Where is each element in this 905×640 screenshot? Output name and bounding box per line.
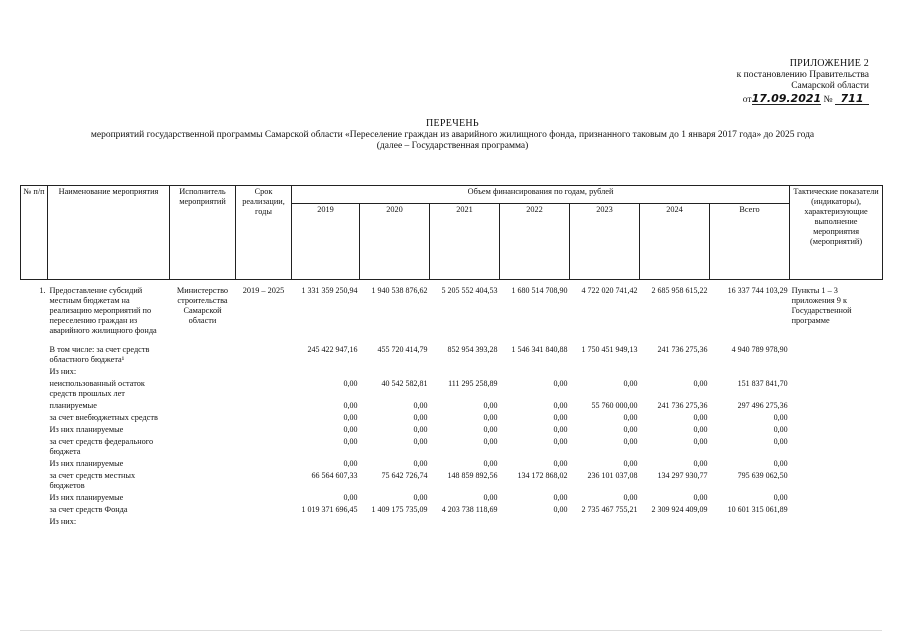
row-value: 236 101 037,08 — [587, 471, 638, 480]
header-name: Наименование мероприятия — [48, 186, 170, 280]
row-value: 0,00 — [553, 425, 568, 434]
table-row — [21, 470, 883, 492]
row-value: 40 542 582,81 — [381, 379, 428, 388]
row-value: 4 722 020 741,42 — [581, 286, 638, 295]
row-value: 0,00 — [773, 459, 788, 468]
row-indicators: Пункты 1 – 3 приложения 9 к Государственной программе — [791, 286, 852, 325]
row-executor: Министерство строительства Самарской области — [176, 286, 229, 325]
row-name: Предоставление субсидий местным бюджетам на реализацию мероприятий по переселению граждан из аварийного жилищного фонда — [49, 286, 157, 335]
header-year: 2023 — [570, 204, 640, 280]
row-name: Из них планируемые — [49, 425, 124, 434]
row-value: 0,00 — [623, 493, 638, 502]
row-value: 0,00 — [693, 413, 708, 422]
header-term: Срок реализации, годы — [236, 186, 292, 280]
row-value: 0,00 — [623, 379, 638, 388]
header-financing: Объем финансирования по годам, рублей — [292, 186, 790, 204]
header-year: 2021 — [430, 204, 500, 280]
row-value: 0,00 — [693, 459, 708, 468]
table-row — [21, 424, 883, 436]
header-total: Всего — [710, 204, 790, 280]
row-value: 0,00 — [553, 505, 568, 514]
row-name: неиспользованный остаток средств прошлых лет — [49, 379, 145, 398]
row-value: 0,00 — [693, 425, 708, 434]
row-value: 0,00 — [483, 425, 498, 434]
row-value: 0,00 — [343, 493, 358, 502]
row-value: 0,00 — [343, 379, 358, 388]
row-name: В том числе: за счет средств областного бюджета¹ — [49, 345, 150, 364]
row-value: 4 940 789 978,90 — [731, 345, 788, 354]
row-value: 1 331 359 250,94 — [301, 286, 358, 295]
table-row — [21, 492, 883, 504]
row-value: 0,00 — [343, 437, 358, 446]
table-row — [21, 378, 883, 400]
appendix-title: ПРИЛОЖЕНИЕ 2 — [789, 58, 869, 69]
row-value: 297 496 275,36 — [737, 401, 788, 410]
row-value: 151 837 841,70 — [737, 379, 788, 388]
appendix-line-2: Самарской области — [791, 81, 869, 91]
row-value: 0,00 — [773, 425, 788, 434]
row-value: 241 736 275,36 — [657, 401, 708, 410]
table-row — [21, 366, 883, 378]
header-year: 2022 — [500, 204, 570, 280]
appendix-date-line — [737, 93, 869, 107]
row-name: Из них планируемые — [49, 459, 124, 468]
row-value: 0,00 — [553, 401, 568, 410]
row-value: 1 409 175 735,09 — [371, 505, 428, 514]
row-value: 0,00 — [483, 437, 498, 446]
row-value: 0,00 — [693, 437, 708, 446]
row-value: 0,00 — [483, 493, 498, 502]
header-executor: Исполнитель мероприятий — [170, 186, 236, 280]
row-value: 0,00 — [773, 493, 788, 502]
row-value: 795 639 062,50 — [737, 471, 788, 480]
row-value: 0,00 — [343, 401, 358, 410]
page-bottom-rule — [20, 630, 882, 631]
table-row — [21, 412, 883, 424]
handwritten-number: 711 — [835, 93, 869, 106]
document-subtitle-note: (далее – Государственная программа) — [376, 141, 529, 151]
row-value: 0,00 — [343, 425, 358, 434]
row-name: за счет средств Фонда — [49, 505, 128, 514]
row-term: 2019 – 2025 — [242, 286, 285, 295]
row-value: 0,00 — [553, 437, 568, 446]
header-year: 2019 — [292, 204, 360, 280]
row-value: 0,00 — [693, 379, 708, 388]
row-value: 0,00 — [483, 401, 498, 410]
header-indicators: Тактические показатели (индикаторы), характеризующие выполнение мероприятия (мероприятий) — [790, 186, 883, 280]
row-value: 0,00 — [413, 413, 428, 422]
row-value: 55 760 000,00 — [591, 401, 638, 410]
row-value: 134 297 930,77 — [657, 471, 708, 480]
row-value: 1 680 514 708,90 — [511, 286, 568, 295]
row-value: 0,00 — [343, 459, 358, 468]
row-value: 0,00 — [773, 437, 788, 446]
row-value: 0,00 — [553, 493, 568, 502]
row-name: за счет внебюджетных средств — [49, 413, 158, 422]
row-value: 134 172 868,02 — [517, 471, 568, 480]
row-num: 1. — [39, 286, 46, 295]
row-value: 0,00 — [413, 493, 428, 502]
row-value: 148 859 892,56 — [447, 471, 498, 480]
row-value: 2 685 958 615,22 — [651, 286, 708, 295]
row-value: 2 735 467 755,21 — [581, 505, 638, 514]
row-value: 455 720 414,79 — [377, 345, 428, 354]
row-value: 0,00 — [553, 413, 568, 422]
row-value: 0,00 — [623, 413, 638, 422]
appendix-line-1: к постановлению Правительства — [736, 69, 869, 80]
row-name: за счет средств федерального бюджета — [49, 437, 154, 456]
row-value: 0,00 — [773, 413, 788, 422]
row-value: 0,00 — [413, 401, 428, 410]
row-name: Из них: — [49, 517, 77, 526]
row-value: 245 422 947,16 — [307, 345, 358, 354]
row-value: 0,00 — [413, 437, 428, 446]
row-value: 4 203 738 118,69 — [441, 505, 498, 514]
header-year: 2020 — [360, 204, 430, 280]
table-row — [21, 400, 883, 412]
table-row — [21, 280, 883, 338]
table-row — [21, 458, 883, 470]
row-value: 852 954 393,28 — [447, 345, 498, 354]
handwritten-date: 17.09.2021 — [751, 91, 822, 105]
document-heading — [0, 118, 905, 153]
row-value: 0,00 — [483, 413, 498, 422]
row-value: 75 642 726,74 — [381, 471, 428, 480]
row-value: 1 546 341 840,88 — [511, 345, 568, 354]
row-value: 0,00 — [623, 459, 638, 468]
row-value: 0,00 — [553, 459, 568, 468]
row-value: 10 601 315 061,89 — [727, 505, 788, 514]
row-value: 111 295 258,89 — [448, 379, 498, 388]
appendix-block — [737, 58, 869, 106]
row-value: 0,00 — [413, 425, 428, 434]
table-row — [21, 337, 883, 366]
row-value: 5 205 552 404,53 — [441, 286, 498, 295]
row-value: 241 736 275,36 — [657, 345, 708, 354]
row-value: 0,00 — [413, 459, 428, 468]
row-name: Из них планируемые — [49, 493, 124, 502]
table-row — [21, 436, 883, 458]
number-prefix: № — [823, 94, 833, 105]
row-name: Из них: — [49, 367, 77, 376]
row-value: 16 337 744 103,29 — [727, 286, 788, 295]
row-value: 0,00 — [343, 413, 358, 422]
row-value: 1 019 371 696,45 — [301, 505, 358, 514]
row-value: 0,00 — [623, 425, 638, 434]
document-subtitle: мероприятий государственной программы Самарской области «Переселение граждан из аварийного жилищного фонда, признанного таковым до 1 января 2017 года» до 2025 года — [90, 129, 815, 140]
row-name: планируемые — [49, 401, 97, 410]
row-value: 0,00 — [693, 493, 708, 502]
document-title: ПЕРЕЧЕНЬ — [426, 118, 479, 129]
row-value: 0,00 — [483, 459, 498, 468]
row-value: 1 750 451 949,13 — [581, 345, 638, 354]
measures-table — [20, 185, 883, 528]
header-year: 2024 — [640, 204, 710, 280]
from-prefix: от — [742, 94, 752, 105]
table-row — [21, 504, 883, 516]
header-num: № п/п — [21, 186, 48, 280]
row-value: 0,00 — [623, 437, 638, 446]
row-value: 2 309 924 409,09 — [651, 505, 708, 514]
row-value: 66 564 607,33 — [311, 471, 358, 480]
row-value: 0,00 — [553, 379, 568, 388]
row-value: 1 940 538 876,62 — [371, 286, 428, 295]
table-row — [21, 516, 883, 528]
row-name: за счет средств местных бюджетов — [49, 471, 136, 490]
